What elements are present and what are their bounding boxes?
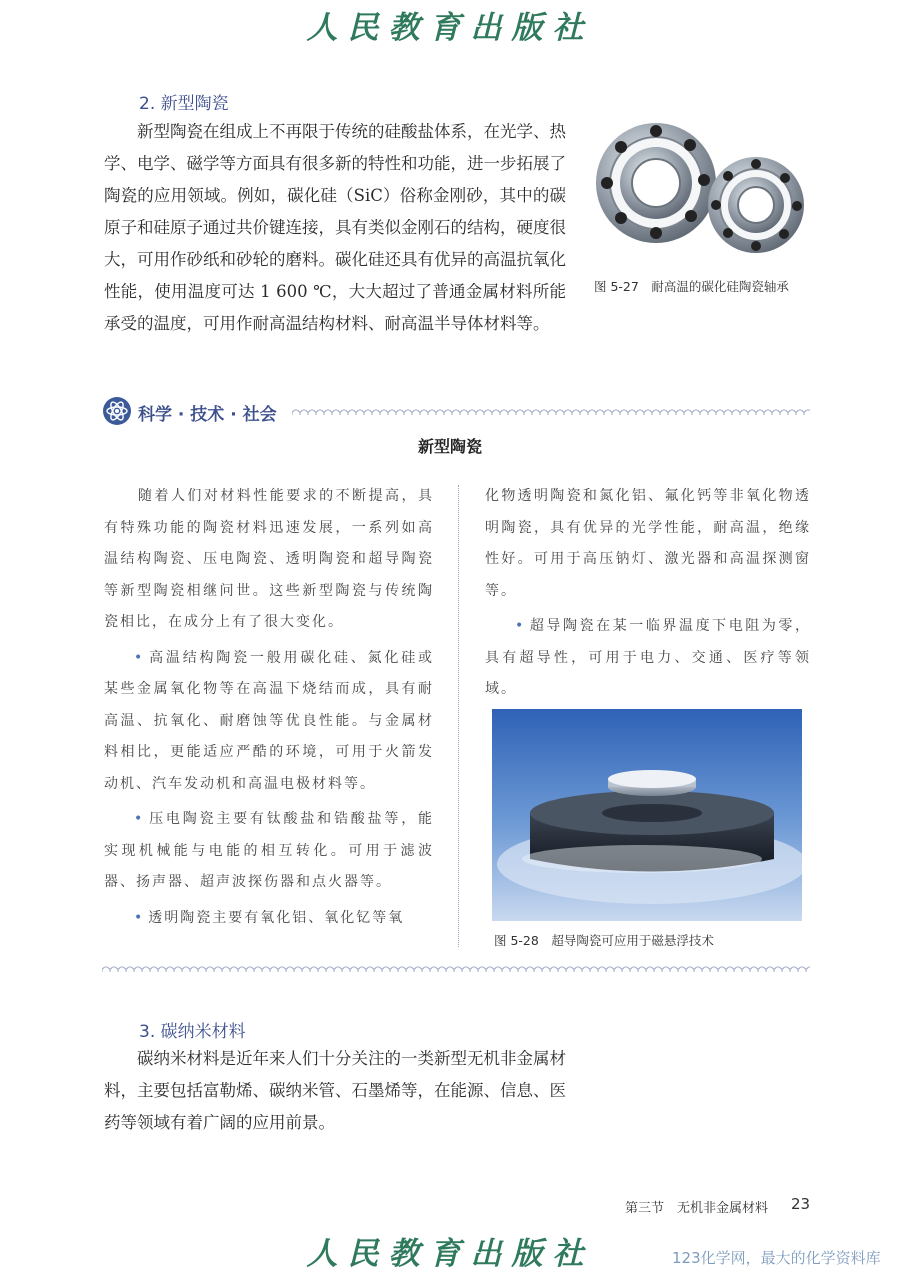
page-number: 23 (791, 1195, 811, 1213)
sts-top-wavy-rule (292, 405, 810, 415)
sts-bullet-transparent-text-start: 透明陶瓷主要有氧化铝、氧化钇等氧 (148, 909, 405, 926)
sts-intro-paragraph: 随着人们对材料性能要求的不断提高，具有特殊功能的陶瓷材料迅速发展，一系列如高温结构陶瓷、压电陶瓷、透明陶瓷和超导陶瓷等新型陶瓷相继问世。这些新型陶瓷与传统陶瓷相比，在成分上有了很大变化。 (104, 488, 434, 630)
superconductor-levitation-illustration (492, 709, 802, 921)
sts-left-column (104, 481, 434, 934)
figure-bearings-image (592, 108, 810, 266)
figure-5-28-caption: 图 5-28 超导陶瓷可应用于磁悬浮技术 (494, 933, 714, 948)
sts-bullet-superconduct (485, 611, 811, 706)
sts-bullet-transparent (104, 903, 434, 935)
ceramic-bearing-illustration (592, 108, 810, 266)
bullet-dot: • (515, 618, 526, 634)
section-heading-carbon-nano: 3. 碳纳米材料 (139, 1022, 246, 1042)
sts-bullet-piezo (104, 804, 434, 899)
section-paragraph-carbon-nano: 碳纳米材料是近年来人们十分关注的一类新型无机非金属材料，主要包括富勒烯、碳纳米管、石墨烯等，在能源、信息、医药等领域有着广阔的应用前景。 (104, 1049, 566, 1132)
sts-bullet-superconduct-text: 超导陶瓷在某一临界温度下电阻为零，具有超导性，可用于电力、交通、医疗等领域。 (485, 618, 811, 697)
sts-bullet-high-temp (104, 643, 434, 801)
figure-levitation-image (492, 709, 802, 921)
bullet-dot: • (134, 811, 145, 827)
publisher-logo-top: 人民教育出版社 (306, 10, 594, 46)
figure-5-27-caption: 图 5-27 耐高温的碳化硅陶瓷轴承 (594, 279, 789, 294)
footer-section-title: 第三节 无机非金属材料 (625, 1201, 769, 1216)
sts-bullet-high-temp-text: 高温结构陶瓷一般用碳化硅、氮化硅或某些金属氧化物等在高温下烧结而成，具有耐高温、抗氧化、耐磨蚀等优良性能。与金属材料相比，更能适应严酷的环境，可用于火箭发动机、汽车发动机和高温电极材料等。 (104, 649, 434, 792)
section-heading-new-ceramics: 2. 新型陶瓷 (139, 94, 229, 114)
atom-icon (102, 396, 132, 426)
sts-bullet-piezo-text: 压电陶瓷主要有钛酸盐和锆酸盐等，能实现机械能与电能的相互转化。可用于滤波器、扬声器、超声波探伤器和点火器等。 (104, 811, 434, 890)
sts-bullet-transparent-continued: 化物透明陶瓷和氮化铝、氟化钙等非氧化物透明陶瓷，具有优异的光学性能，耐高温，绝缘性好。可用于高压钠灯、激光器和高温探测窗等。 (485, 488, 811, 599)
sts-box-title: 新型陶瓷 (417, 437, 482, 456)
bullet-dot: • (134, 909, 145, 926)
sts-bottom-wavy-rule (102, 962, 810, 972)
section-paragraph-new-ceramics: 新型陶瓷在组成上不再限于传统的硅酸盐体系，在光学、热学、电学、磁学等方面具有很多新的特性和功能，进一步拓展了陶瓷的应用领域。例如，碳化硅（SiC）俗称金刚砂，其中的碳原子和硅原子通过共价键连接，具有类似金刚石的结构，硬度很大，可用作砂纸和砂轮的磨料。碳化硅还具有优异的高温抗氧化性能，使用温度可达 1 600 ℃，大大超过了普通金属材料所能承受的温度，可用作耐高温结构材料、耐高温半导体材料等。 (104, 122, 566, 333)
sts-box-label: 科学 · 技术 · 社会 (138, 405, 277, 425)
sts-right-column (485, 481, 811, 706)
sts-column-divider (458, 485, 459, 947)
bullet-dot: • (134, 649, 145, 666)
publisher-logo-bottom: 人民教育出版社 (306, 1236, 594, 1272)
site-watermark: 123化学网，最大的化学资料库 (672, 1249, 881, 1267)
